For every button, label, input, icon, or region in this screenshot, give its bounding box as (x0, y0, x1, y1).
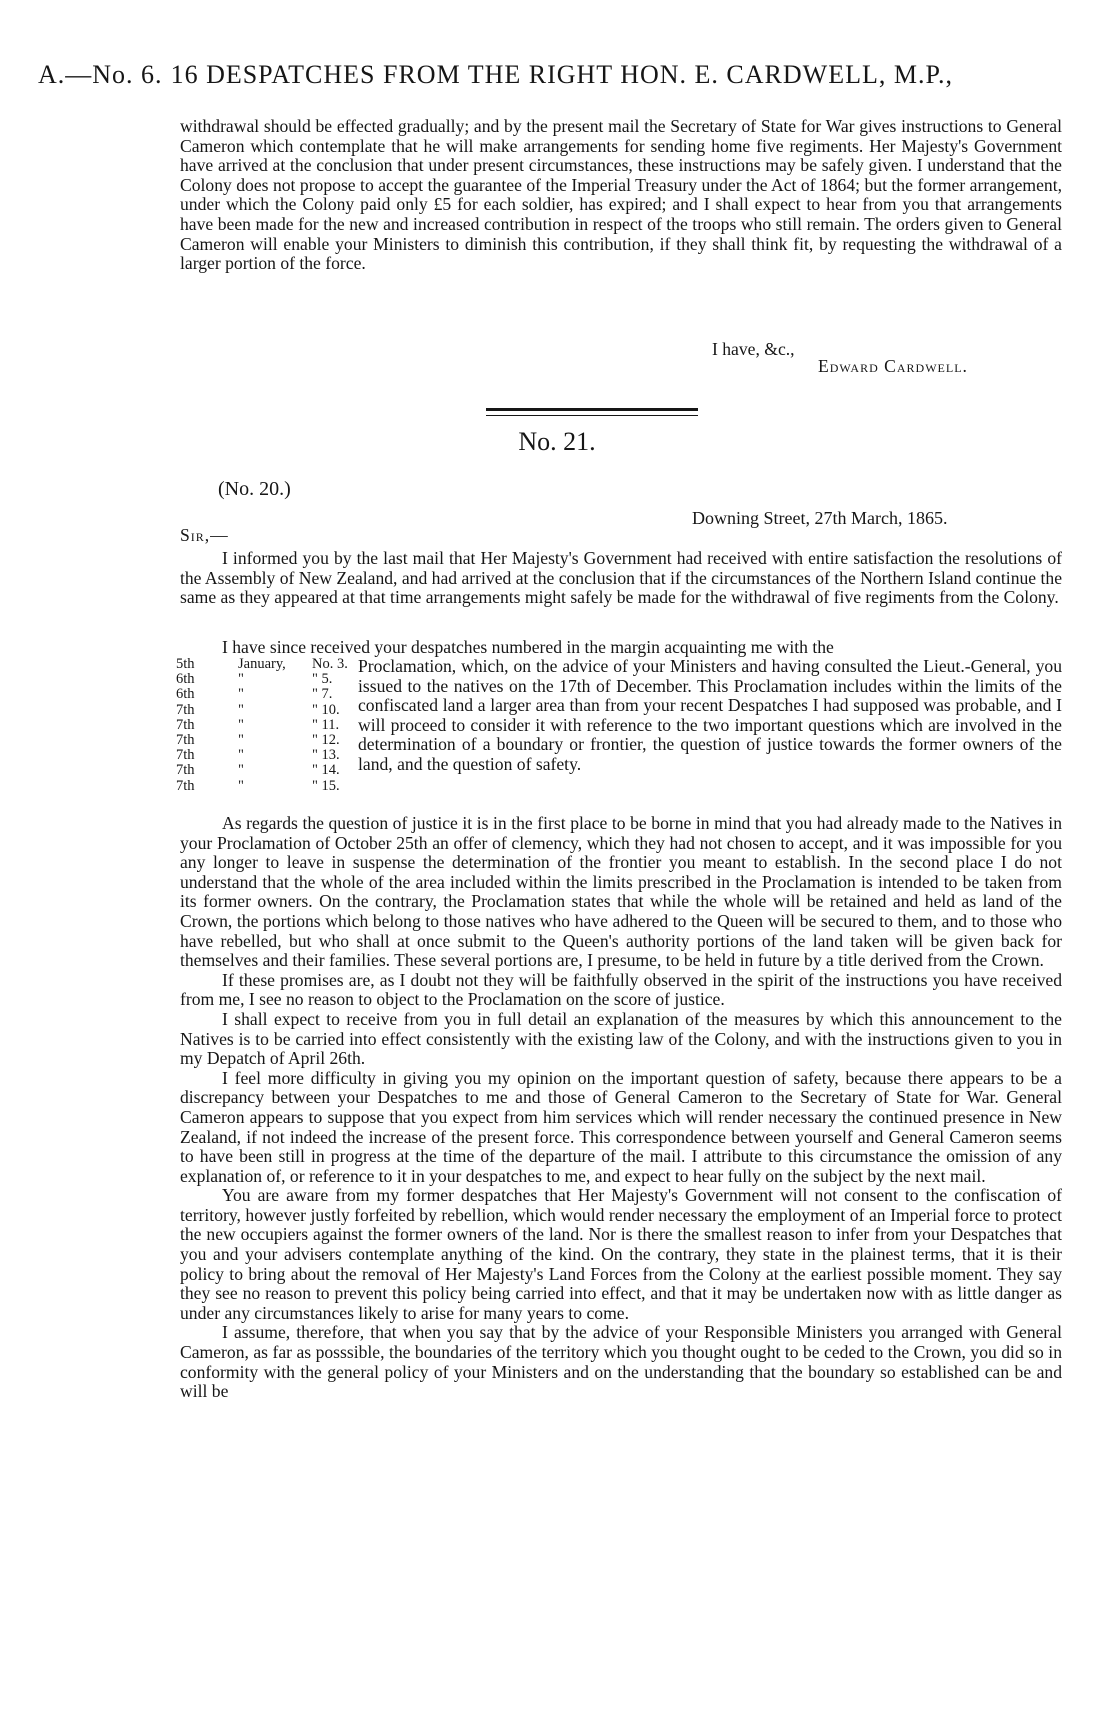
margin-ref-day: 6th (176, 671, 195, 688)
paragraph: I feel more difficulty in giving you my opinion on the important question of safety, because there appears to be a discrepancy between your Despatches to me and those of General Cameron to the Secretary of State for War. General Cameron appears to suppose that you expect from him services which will render necessary the continued presence in New Zealand, if not indeed the increase of the present force. This correspondence between yourself and General Cameron seems to have been still in progress at the time of the departure of the mail. I attribute to this circumstance the omission of any explanation of, or reference to it in your despatches to me, and expect to hear fully on the subject by the next mail. (180, 1067, 1062, 1186)
margin-ref-no: " 5. (312, 671, 333, 688)
margin-ref-no: " 7. (312, 686, 333, 703)
margin-ref-day: 7th (176, 716, 195, 733)
paper-reference: A.—No. 6. (38, 60, 163, 89)
paragraph: If these promises are, as I doubt not they will be faithfully observed in the spirit of the instructions you have received from me, I see no reason to object to the Proclamation on the score of justice. (180, 969, 1062, 1010)
margin-reference (176, 718, 352, 733)
paragraph: withdrawal should be effected gradually; and by the present mail the Secretary of State for War gives instructions to General Cameron which contemplate that he will make arrangements for sending home five regiments. Her Majesty's Government have arrived at the conclusion that under present circumstances, these instructions may be safely given. I understand that the Colony does not propose to accept the guarantee of the Imperial Treasury under the Act of 1864; but the former arrangement, under which the Colony paid only £5 for each soldier, has expired; and I shall expect to hear from you that arrangements have been made for the new and increased contribution in respect of the troops who still remain. The orders given to General Cameron will enable your Ministers to diminish this contribution, if they shall think fit, by requesting the withdrawal of a larger portion of the force. (180, 116, 1062, 274)
paragraph-body: Proclamation, which, on the advice of your Ministers and having consulted the Lieut.-General, you issued to the natives on the 17th of December. This Proclamation includes within the limits of the confiscated land a larger area than from your recent Despatches I had supposed was probable, and I will proceed to consider it with reference to the two important questions which are involved in the determination of a boundary or frontier, the question of justice towards the former owners of the land, and the question of safety. (358, 656, 1062, 774)
margin-ref-no: No. 3. (312, 656, 348, 672)
margin-ref-day: 6th (176, 686, 195, 703)
signature: Edward Cardwell. (818, 356, 968, 376)
running-head (38, 60, 1078, 90)
margin-ref-no: " 13. (312, 747, 340, 764)
section-rule (486, 408, 698, 411)
paragraph: I assume, therefore, that when you say that by the advice of your Responsible Ministers you arranged with General Cameron, as far as posssible, the boundaries of the territory which you thought ought to be ceded to the Crown, you did so in conformity with the general policy of your Ministers and on the understanding that the boundary so established can be and will be (180, 1322, 1062, 1402)
margin-ref-month: " (238, 732, 244, 749)
margin-ref-month: " (238, 777, 244, 794)
margin-ref-month: " (238, 716, 244, 733)
margin-ref-day: 7th (176, 762, 195, 779)
margin-ref-no: " 14. (312, 762, 340, 779)
despatch-opening (180, 549, 1062, 608)
despatch-number: (No. 20.) (218, 478, 291, 500)
margin-ref-day: 7th (176, 777, 195, 794)
margin-ref-day: 7th (176, 701, 195, 718)
margin-ref-no: " 10. (312, 701, 340, 718)
margin-ref-day: 7th (176, 747, 195, 764)
paragraph: I shall expect to receive from you in full detail an explanation of the measures by which this announcement to the Natives is to be carried into effect consistently with the existing law of the Colony, and with the instructions given to you in my Depatch of April 26th. (180, 1008, 1062, 1069)
margin-ref-month: " (238, 701, 244, 718)
paragraph: I informed you by the last mail that Her Majesty's Government had received with entire satisfaction the resolutions of the Assembly of New Zealand, and had arrived at the conclusion that if the circumstances of the Northern Island continue the same as they appeared at that time arrangements might safely be made for the withdrawal of five regiments from the Colony. (180, 548, 1062, 608)
margin-reference (176, 748, 352, 763)
margin-reference (176, 703, 352, 718)
margin-reference (176, 733, 352, 748)
margin-references (176, 657, 352, 794)
margin-reference (176, 657, 352, 672)
previous-despatch-text (180, 117, 1062, 274)
paragraph: As regards the question of justice it is in the first place to be borne in mind that you had already made to the Natives in your Proclamation of October 25th an offer of clemency, which they had not chosen to accept, and it was impossible for you any longer to leave in suspense the determination of the frontier you meant to establish. In the second place I do not understand that the whole of the area included within the limits prescribed in the Proclamation is intended to be taken from its former owners. On the contrary, the Proclamation states that while the whole will be retained and held as land of the Crown, the portions which belong to those natives who have adhered to the Queen will be secured to them, and to those who have rebelled, but who shall at once submit to the Queen's authority portions of the land taken will be given back for themselves and their families. These several portions are, I presume, to be held in future by a title derived from the Crown. (180, 813, 1062, 971)
paragraph: You are aware from my former despatches that Her Majesty's Government will not consent to the confiscation of territory, however justly forfeited by rebellion, which would render necessary the employment of an Imperial force to protect the new occupiers against the former owners of the land. Nor is there the smallest reason to infer from your Despatches that you and your advisers contemplate anything of the kind. On the contrary, they state in the plainest terms, that it is their policy to bring about the removal of Her Majesty's Land Forces from the Colony at the earliest possible moment. They say they see no reason to prevent this policy being carried into effect, and that it may be undertaken now with as little danger as under any circumstances likely to arise for many years to come. (180, 1185, 1062, 1323)
margin-ref-no: " 12. (312, 732, 340, 749)
despatch-heading: No. 21. (518, 427, 596, 456)
salutation: Sir,— (180, 525, 229, 545)
running-title: 16 DESPATCHES FROM THE RIGHT HON. E. CARDWELL, M.P., (170, 60, 954, 89)
margin-ref-month: " (238, 762, 244, 779)
margin-reference (176, 779, 352, 794)
margin-ref-month: " (238, 671, 244, 688)
margin-ref-day: 5th (176, 656, 195, 672)
section-rule-thin (486, 415, 698, 416)
margin-ref-month: January, (238, 656, 286, 672)
margin-paragraph (358, 657, 1062, 775)
margin-reference (176, 672, 352, 687)
margin-reference (176, 763, 352, 778)
margin-ref-month: " (238, 686, 244, 703)
margin-ref-no: " 15. (312, 777, 340, 794)
margin-reference (176, 687, 352, 702)
despatch-body (180, 814, 1062, 1402)
margin-ref-no: " 11. (312, 716, 340, 733)
margin-ref-month: " (238, 747, 244, 764)
closing-line: I have, &c., (712, 339, 795, 359)
despatch-lead (180, 638, 1062, 658)
margin-ref-day: 7th (176, 732, 195, 749)
paragraph-lead: I have since received your despatches numbered in the margin acquainting me with the (222, 637, 834, 657)
dateline: Downing Street, 27th March, 1865. (692, 508, 948, 528)
